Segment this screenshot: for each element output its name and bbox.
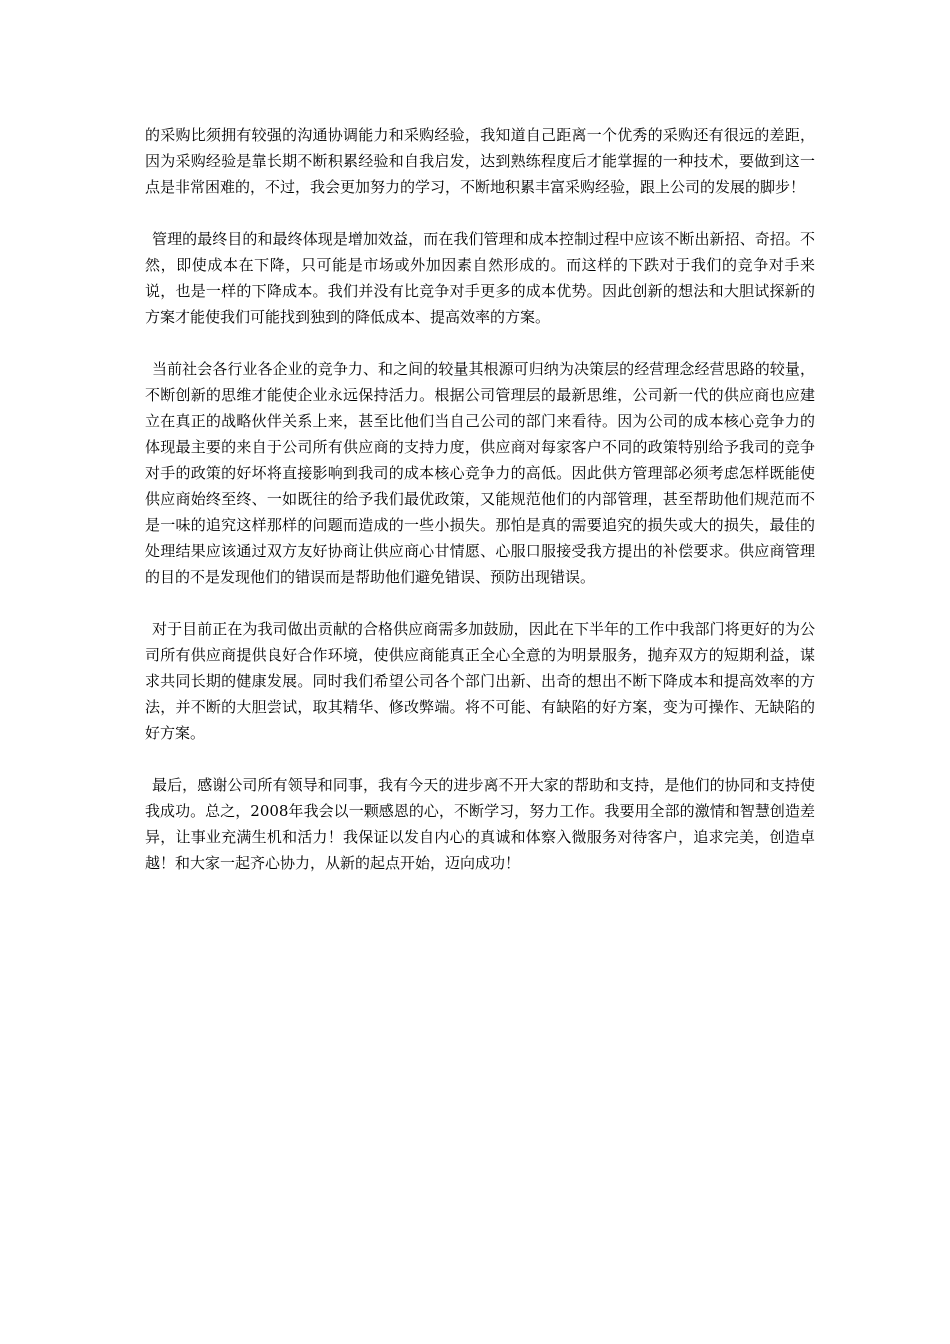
paragraph-procurement-experience: 的采购比须拥有较强的沟通协调能力和采购经验，我知道自己距离一个优秀的采购还有很远的差距，因为采购经验是靠长期不断积累经验和自我启发，达到熟练程度后才能掌握的一种技术，要做到这一点是非常困难的，不过，我会更加努力的学习，不断地积累丰富采购经验，跟上公司的发展的脚步！	[145, 126, 815, 196]
paragraph-management-goal: 管理的最终目的和最终体现是增加效益，而在我们管理和成本控制过程中应该不断出新招、奇招。不然，即使成本在下降，只可能是市场或外加因素自然形成的。而这样的下跌对于我们的竞争对手来说，也是一样的下降成本。我们并没有比竞争对手更多的成本优势。因此创新的想法和大胆试探新的方案才能使我们可能找到独到的降低成本、提高效率的方案。	[145, 230, 815, 326]
paragraph-closing-thanks: 最后，感谢公司所有领导和同事，我有今天的进步离不开大家的帮助和支持，是他们的协同和支持使我成功。总之，2008年我会以一颗感恩的心，不断学习，努力工作。我要用全部的激情和智慧创造差异，让事业充满生机和活力！我保证以发自内心的真诚和体察入微服务对待客户，追求完美，创造卓越！和大家一起齐心协力，从新的起点开始，迈向成功！	[145, 776, 815, 872]
paragraph-supplier-strategy: 当前社会各行业各企业的竞争力、和之间的较量其根源可归纳为决策层的经营理念经营思路的较量，不断创新的思维才能使企业永远保持活力。根据公司管理层的最新思维，公司新一代的供应商也应建立在真正的战略伙伴关系上来，甚至比他们当自己公司的部门来看待。因为公司的成本核心竞争力的体现最主要的来自于公司所有供应商的支持力度，供应商对每家客户不同的政策特别给予我司的竞争对手的政策的好坏将直接影响到我司的成本核心竞争力的高低。因此供方管理部必须考虑怎样既能使供应商始终至终、一如既往的给予我们最优政策，又能规范他们的内部管理，甚至帮助他们规范而不是一味的追究这样那样的问题而造成的一些小损失。那怕是真的需要追究的损失或大的损失，最佳的处理结果应该通过双方友好协商让供应商心甘情愿、心服口服接受我方提出的补偿要求。供应商管理的目的不是发现他们的错误而是帮助他们避免错误、预防出现错误。	[145, 360, 815, 586]
paragraph-supplier-encouragement: 对于目前正在为我司做出贡献的合格供应商需多加鼓励，因此在下半年的工作中我部门将更好的为公司所有供应商提供良好合作环境，使供应商能真正全心全意的为明景服务，抛弃双方的短期利益，谋求共同长期的健康发展。同时我们希望公司各个部门出新、出奇的想出不断下降成本和提高效率的方法，并不断的大胆尝试，取其精华、修改弊端。将不可能、有缺陷的好方案，变为可操作、无缺陷的好方案。	[145, 620, 815, 742]
document-body	[145, 122, 815, 902]
